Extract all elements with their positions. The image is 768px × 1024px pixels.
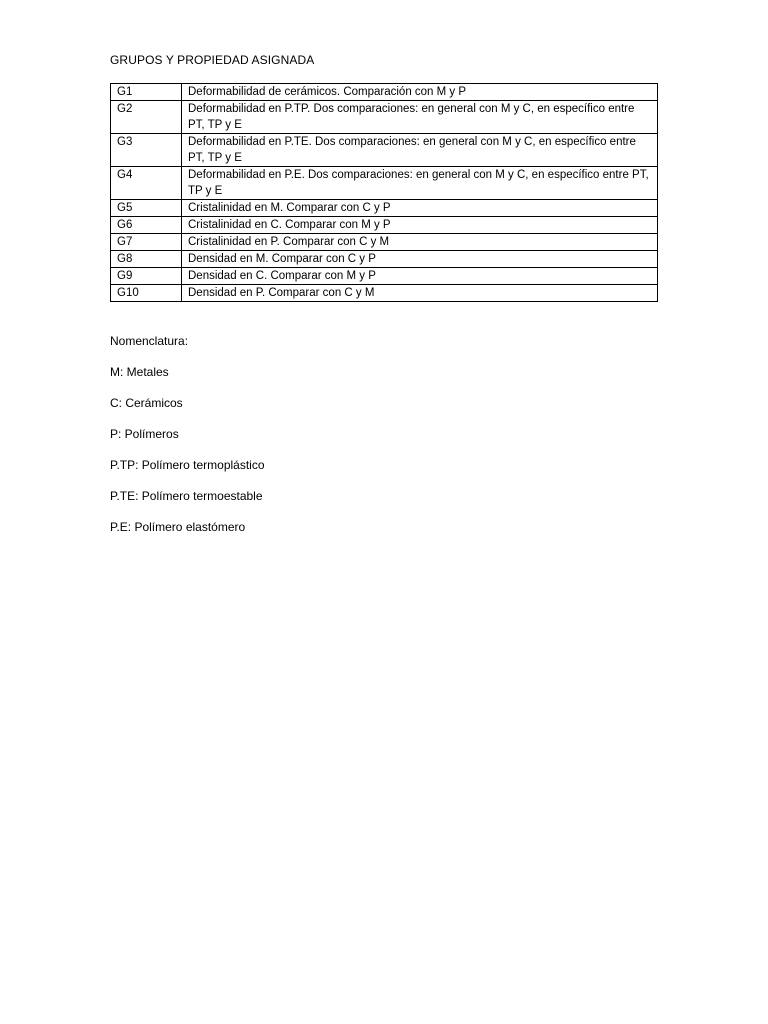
group-description: Cristalinidad en M. Comparar con C y P: [182, 200, 658, 217]
group-code: G3: [111, 134, 182, 167]
group-description: Densidad en C. Comparar con M y P: [182, 268, 658, 285]
nomenclature-item-polimeros: P: Polímeros: [110, 427, 179, 441]
table-row: [111, 134, 658, 167]
nomenclature-item-metales: M: Metales: [110, 365, 169, 379]
group-description: Deformabilidad en P.E. Dos comparaciones: en general con M y C, en específico entre PT, TP y E: [182, 167, 658, 200]
groups-table: [110, 83, 658, 302]
table-row: [111, 217, 658, 234]
group-description: Densidad en M. Comparar con C y P: [182, 251, 658, 268]
group-code: G10: [111, 285, 182, 302]
group-description: Densidad en P. Comparar con C y M: [182, 285, 658, 302]
nomenclature-item-ceramicos: C: Cerámicos: [110, 396, 183, 410]
table-row: [111, 101, 658, 134]
group-code: G9: [111, 268, 182, 285]
group-code: G1: [111, 84, 182, 101]
group-code: G7: [111, 234, 182, 251]
group-description: Deformabilidad de cerámicos. Comparación con M y P: [182, 84, 658, 101]
group-description: Cristalinidad en C. Comparar con M y P: [182, 217, 658, 234]
group-code: G4: [111, 167, 182, 200]
table-row: [111, 200, 658, 217]
group-description: Deformabilidad en P.TE. Dos comparaciones: en general con M y C, en específico entre PT, TP y E: [182, 134, 658, 167]
table-row: [111, 268, 658, 285]
group-code: G6: [111, 217, 182, 234]
group-code: G8: [111, 251, 182, 268]
table-row: [111, 285, 658, 302]
group-description: Deformabilidad en P.TP. Dos comparaciones: en general con M y C, en específico entre PT, TP y E: [182, 101, 658, 134]
group-description: Cristalinidad en P. Comparar con C y M: [182, 234, 658, 251]
table-row: [111, 234, 658, 251]
group-code: G2: [111, 101, 182, 134]
table-row: [111, 84, 658, 101]
group-code: G5: [111, 200, 182, 217]
document-title: GRUPOS Y PROPIEDAD ASIGNADA: [110, 53, 315, 67]
nomenclature-heading: Nomenclatura:: [110, 334, 189, 348]
nomenclature-item-elastomero: P.E: Polímero elastómero: [110, 520, 246, 534]
nomenclature-item-termoestable: P.TE: Polímero termoestable: [110, 489, 263, 503]
nomenclature-item-termoplastico: P.TP: Polímero termoplástico: [110, 458, 265, 472]
table-row: [111, 251, 658, 268]
table-row: [111, 167, 658, 200]
